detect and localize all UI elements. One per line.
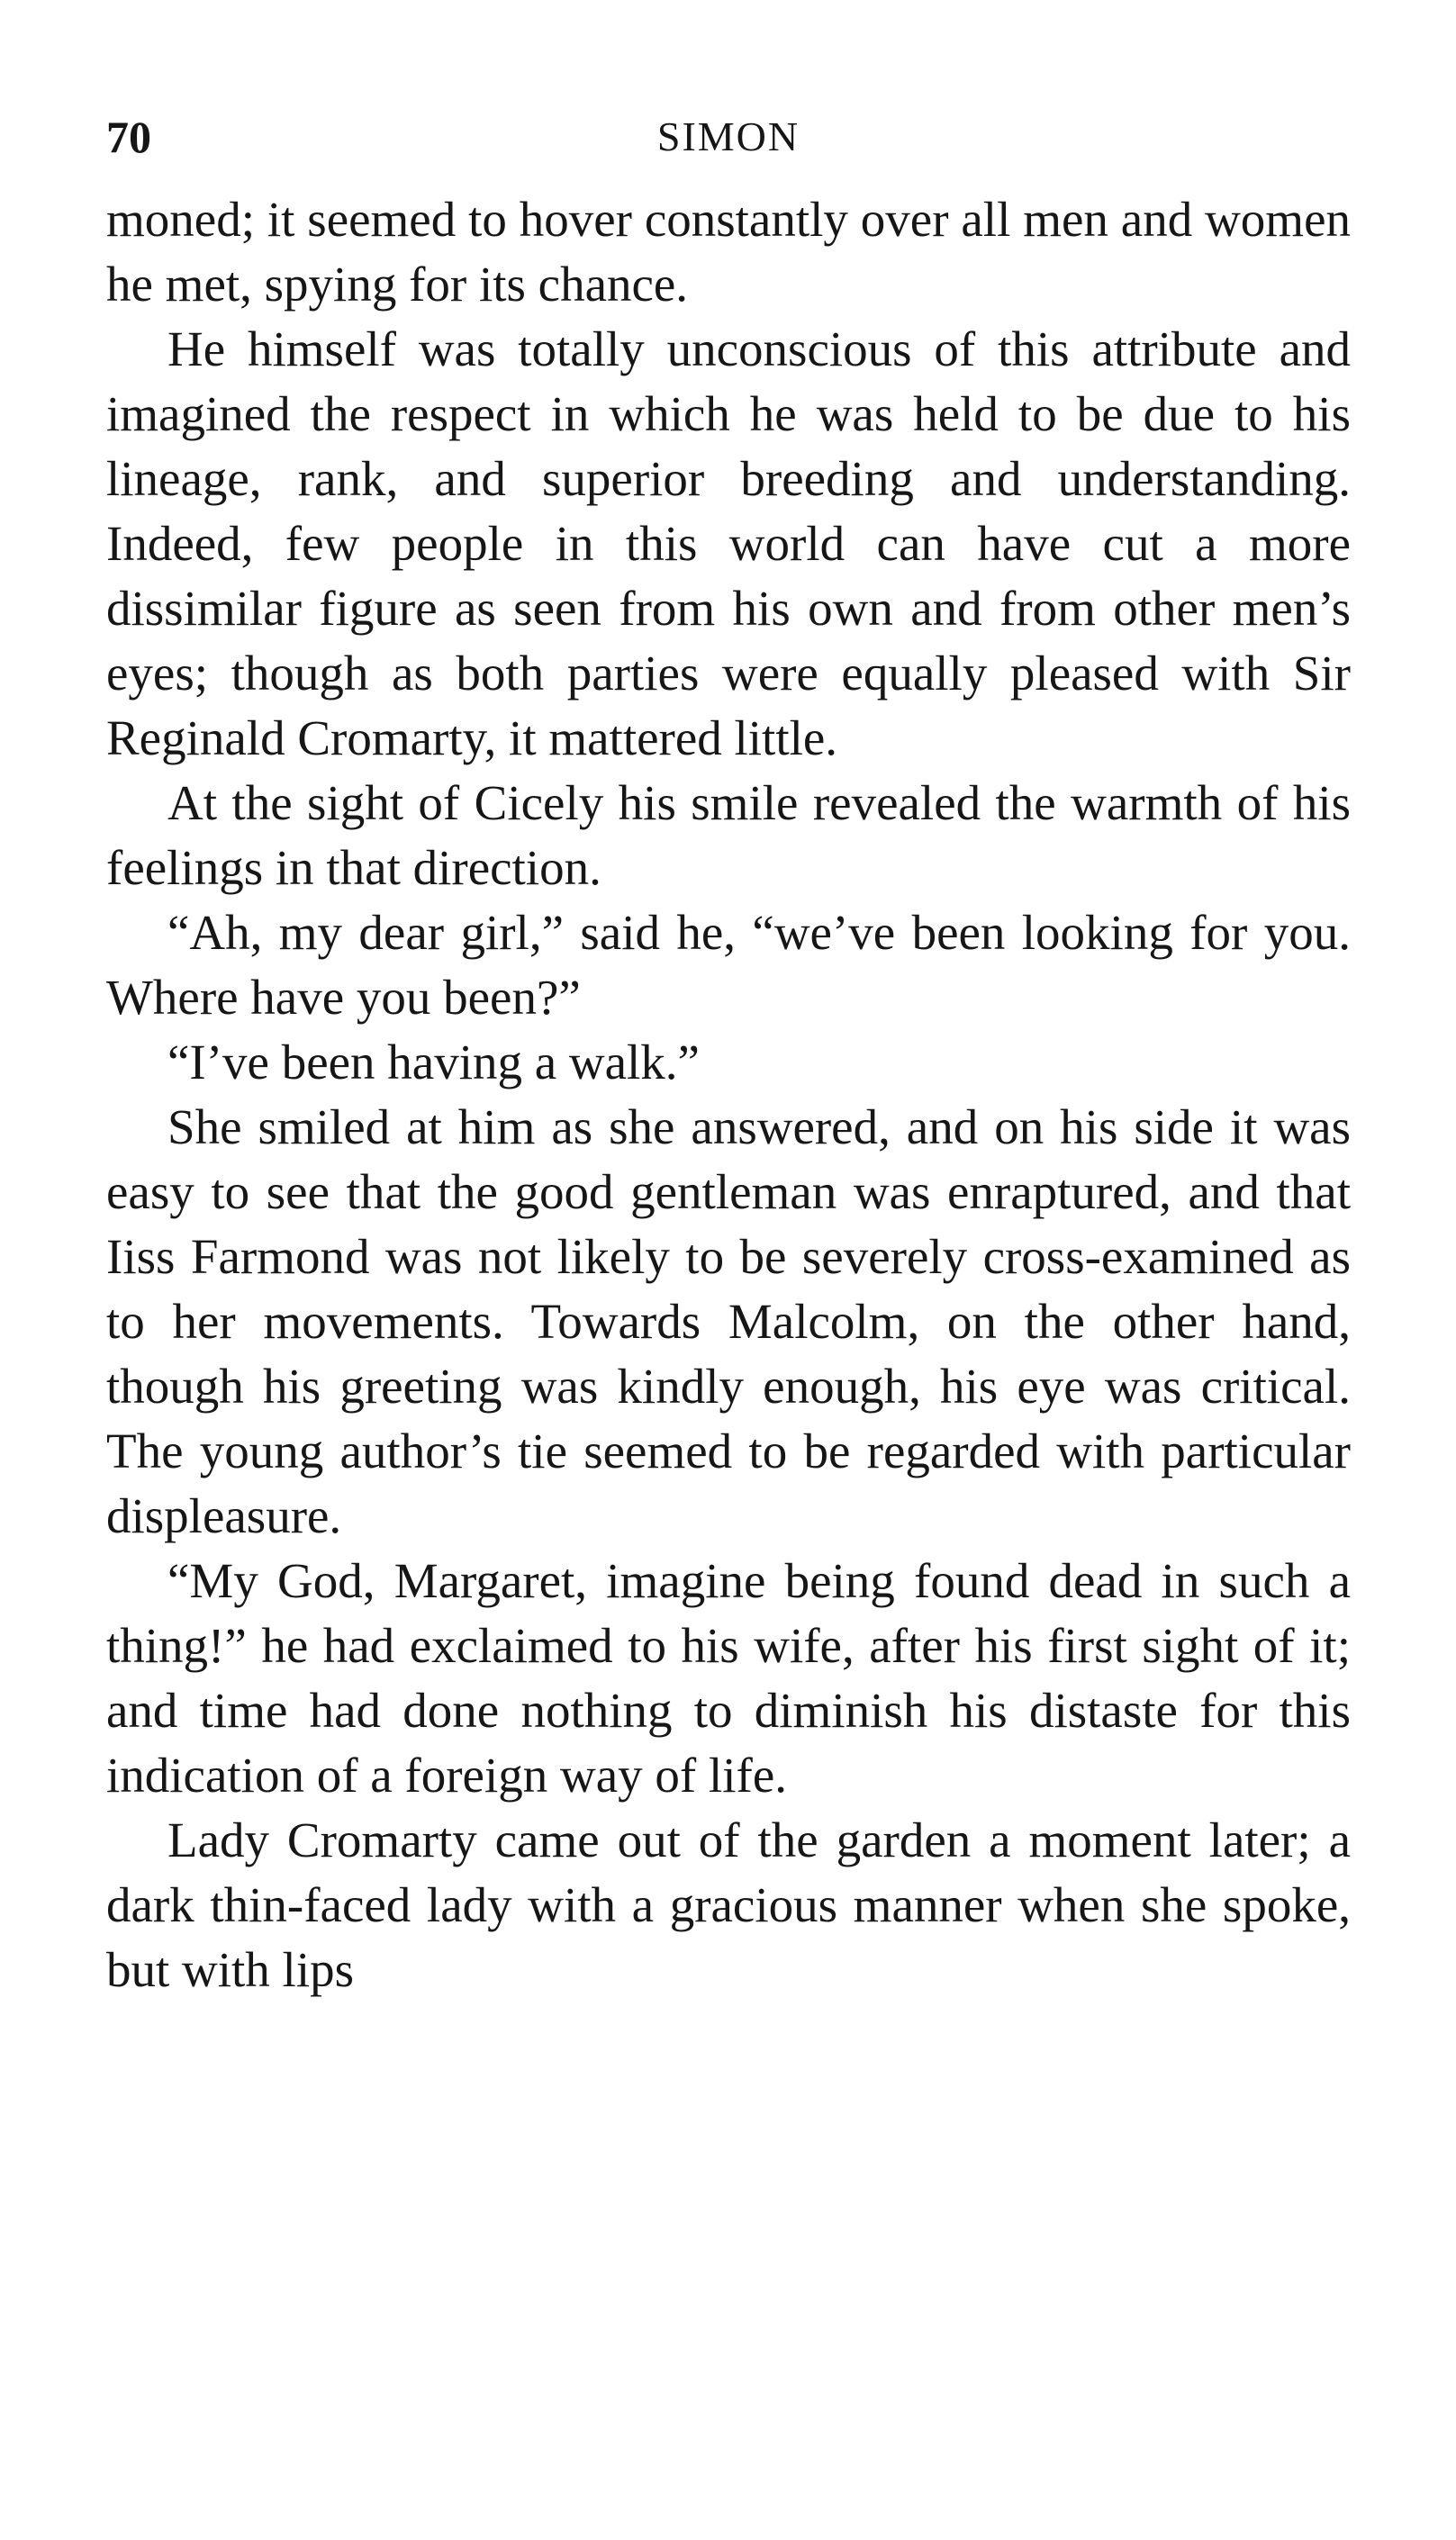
paragraph: “I’ve been having a walk.” — [167, 1035, 700, 1089]
paragraph: She smiled at him as she answered, and on his side it was easy to see that the good gentleman was enraptured, and that Iiss Farmond was not likely to be severely cross-examined as to her movements. Towards Malcolm, on the other hand, though his greeting was kindly enough, his eye was critical. The young author’s tie seemed to be regarded with particular displeasure. — [106, 1099, 1351, 1543]
paragraph: “My God, Margaret, imagine being found dead in such a thing!” he had exclaimed to his wife, after his first sight of it; and time had done nothing to diminish his distaste for this indication of a foreign way of life. — [106, 1553, 1351, 1803]
paragraph: “Ah, my dear girl,” said he, “we’ve been looking for you. Where have you been?” — [106, 905, 1351, 1025]
paragraph: He himself was totally unconscious of this attribute and imagined the respect in which he was held to be due to his lineage, rank, and superior breeding and understanding. Indeed, few people in this world can have cut a more dissimilar figure as seen from his own and from other men’s eyes; though as both parties were equally pleased with Sir Reginald Cromarty, it mattered little. — [106, 321, 1351, 765]
paragraph-continued: moned; it seemed to hover constantly over all men and women he met, spying for its chance. — [106, 192, 1351, 312]
running-title: SIMON — [656, 113, 800, 159]
paragraph: At the sight of Cicely his smile revealed the warmth of his feelings in that direction. — [106, 775, 1351, 895]
running-head — [106, 101, 1351, 173]
page-number: 70 — [106, 112, 151, 162]
body-text — [106, 187, 1351, 2002]
paragraph: Lady Cromarty came out of the garden a moment later; a dark thin-faced lady with a gracious manner when she spoke, but with lips — [106, 1812, 1351, 1997]
